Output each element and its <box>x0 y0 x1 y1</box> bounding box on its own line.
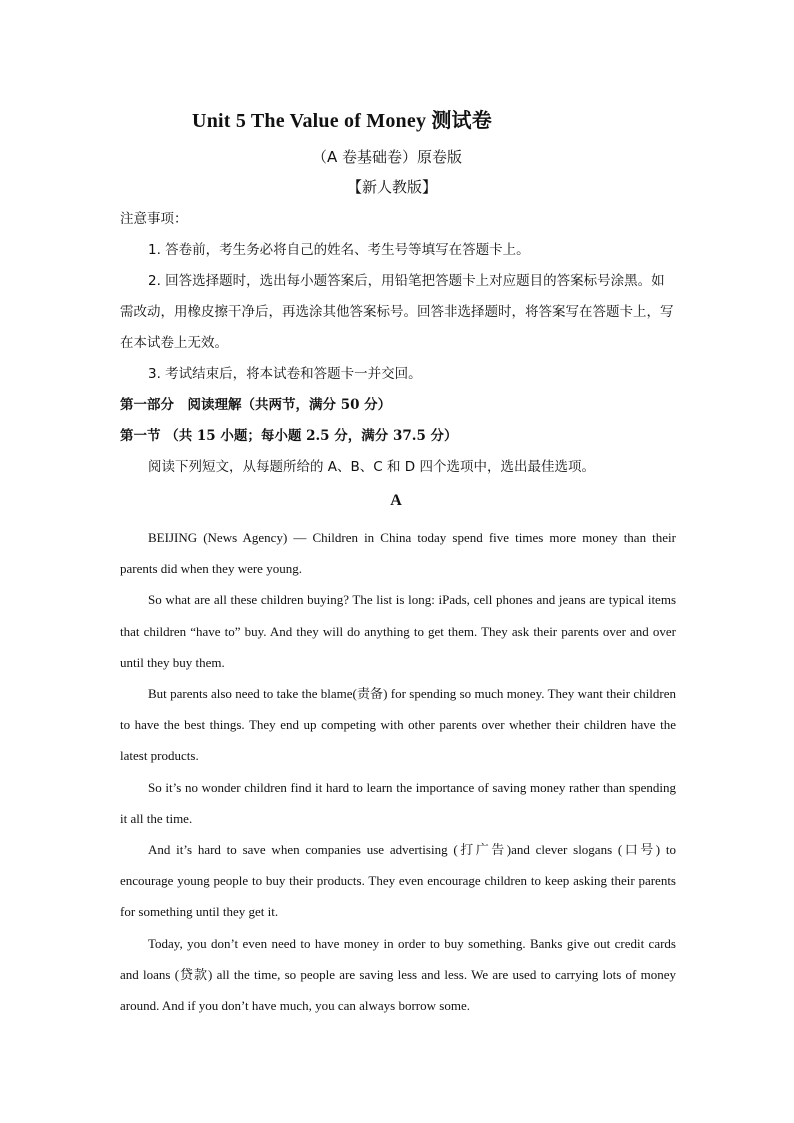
passage-paragraph-5: And it’s hard to save when companies use advertising (打广告)and clever slogans (口号) to encourage young people to buy their products. They even encourage children to keep asking their parents for something until they get it. <box>120 842 676 920</box>
passage-paragraph-6: Today, you don’t even need to have money in order to buy something. Banks give out credit cards and loans (贷款) all the time, so people are saving less and less. We are used to carrying lots of money around. And if you don’t have much, you can always borrow some. <box>120 935 676 1014</box>
reading-passage <box>120 522 676 1021</box>
reading-instruction: 阅读下列短文，从每题所给的 A、B、C 和 D 四个选项中，选出最佳选项。 <box>148 459 595 475</box>
note-item-1: 1. 答卷前，考生务必将自己的姓名、考生号等填写在答题卡上。 <box>148 242 530 258</box>
passage-paragraph-3: But parents also need to take the blame(责备) for spending so much money. They want their children to have the best things. They end up competing with other parents over whether their children have the latest products. <box>120 686 676 764</box>
document-subtitle: （A 卷基础卷）原卷版 <box>311 148 463 166</box>
note-item-2: 2. 回答选择题时，选出每小题答案后，用铅笔把答题卡上对应题目的答案标号涂黑。如需改动，用橡皮擦干净后，再选涂其他答案标号。回答非选择题时，将答案写在答题卡上，写在本试卷上无效。 <box>120 273 674 351</box>
exam-notes <box>120 204 676 483</box>
part-heading: 第一部分 阅读理解（共两节，满分 50 分） <box>120 397 392 413</box>
passage-paragraph-4: So it’s no wonder children find it hard to learn the importance of saving money rather than spending it all the time. <box>120 779 676 826</box>
passage-label: A <box>390 492 402 509</box>
subsection-heading: 第一节 （共 15 小题；每小题 2.5 分，满分 37.5 分） <box>120 428 458 444</box>
note-item-3: 3. 考试结束后，将本试卷和答题卡一并交回。 <box>148 366 422 382</box>
document-title: Unit 5 The Value of Money 测试卷 <box>192 110 492 132</box>
passage-paragraph-1: BEIJING (News Agency) — Children in China today spend five times more money than their parents did when they were young. <box>120 530 676 577</box>
notes-heading: 注意事项： <box>120 211 188 227</box>
edition-label: 【新人教版】 <box>346 178 437 196</box>
passage-paragraph-2: So what are all these children buying? The list is long: iPads, cell phones and jeans are typical items that children “have to” buy. And they will do anything to get them. They ask their parents over and over until they buy them. <box>120 592 676 670</box>
